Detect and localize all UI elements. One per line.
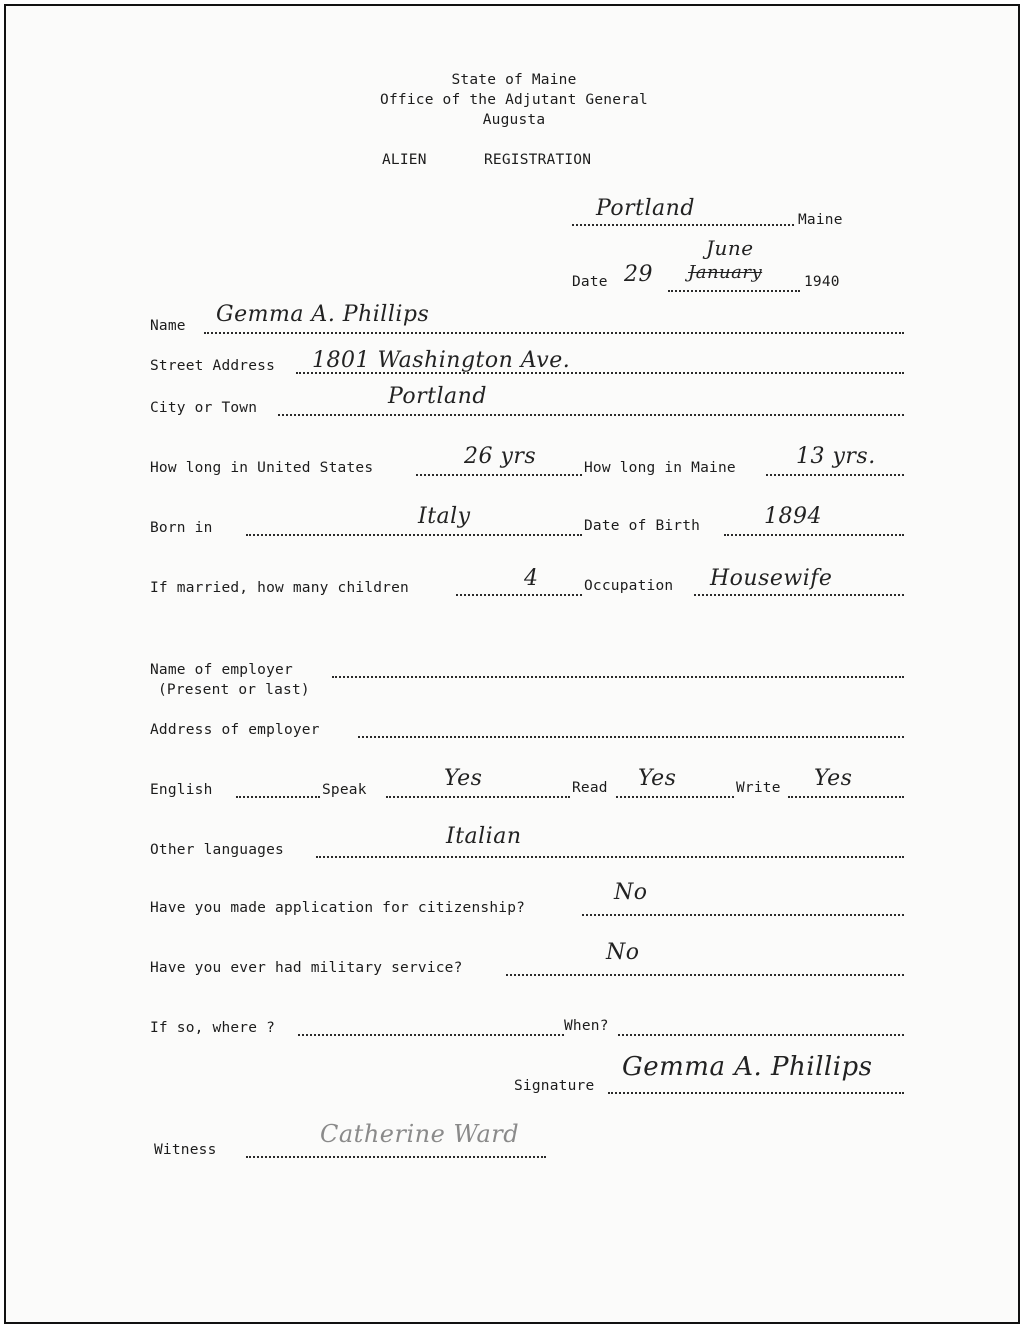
city-dots (278, 414, 904, 416)
header-city: Augusta (482, 112, 546, 128)
witness-dots (246, 1156, 546, 1158)
where-label: If so, where ? (150, 1020, 276, 1036)
born-label: Born in (150, 520, 213, 536)
employer-address-label: Address of employer (150, 722, 320, 738)
witness-label: Witness (154, 1142, 217, 1158)
employer-sub: (Present or last) (158, 682, 310, 698)
maine-dots (766, 474, 904, 476)
employer-label: Name of employer (150, 662, 293, 678)
born-value: Italy (418, 504, 471, 529)
speak-value: Yes (444, 766, 483, 791)
military-value: No (606, 940, 640, 965)
dob-label: Date of Birth (584, 518, 701, 534)
other-languages-label: Other languages (150, 842, 284, 858)
street-label: Street Address (150, 358, 276, 374)
citizenship-label: Have you made application for citizenship? (150, 900, 526, 916)
occupation-label: Occupation (584, 578, 674, 594)
when-dots (618, 1034, 904, 1036)
date-month: June (706, 236, 754, 260)
city-value: Portland (388, 384, 487, 409)
maine-value: 13 yrs. (796, 444, 876, 469)
occupation-dots (694, 594, 904, 596)
write-dots (788, 796, 904, 798)
date-label: Date (572, 274, 608, 290)
citizenship-dots (582, 914, 904, 916)
dob-dots (724, 534, 904, 536)
header-office: Office of the Adjutant General (380, 92, 648, 108)
write-value: Yes (814, 766, 853, 791)
occupation-value: Housewife (710, 566, 833, 591)
children-label: If married, how many children (150, 580, 409, 596)
other-languages-dots (316, 856, 904, 858)
place-dots (572, 224, 794, 226)
date-year: 1940 (804, 274, 840, 290)
place-value: Portland (596, 196, 695, 221)
employer-dots (332, 676, 904, 678)
name-dots (204, 332, 904, 334)
place-state: Maine (798, 212, 843, 228)
maine-label: How long in Maine (584, 460, 736, 476)
where-dots (298, 1034, 564, 1036)
english-dots (236, 796, 320, 798)
date-day: 29 (624, 262, 653, 287)
citizenship-value: No (614, 880, 648, 905)
speak-dots (386, 796, 570, 798)
read-label: Read (572, 780, 608, 796)
employer-address-dots (358, 736, 904, 738)
born-dots (246, 534, 582, 536)
children-value: 4 (524, 566, 539, 591)
english-label: English (150, 782, 213, 798)
city-label: City or Town (150, 400, 258, 416)
military-label: Have you ever had military service? (150, 960, 463, 976)
witness-value: Catherine Ward (320, 1120, 520, 1148)
signature-label: Signature (514, 1078, 595, 1094)
speak-label: Speak (322, 782, 367, 798)
header-state: State of Maine (451, 72, 577, 88)
registration-form (4, 4, 1020, 1324)
dob-value: 1894 (764, 504, 822, 529)
read-dots (616, 796, 734, 798)
header-registration: REGISTRATION (484, 152, 592, 168)
street-value: 1801 Washington Ave. (312, 348, 571, 373)
when-label: When? (564, 1018, 609, 1034)
military-dots (506, 974, 904, 976)
date-dots (668, 290, 800, 292)
signature-value: Gemma A. Phillips (622, 1052, 873, 1082)
name-label: Name (150, 318, 186, 334)
us-dots (416, 474, 582, 476)
signature-dots (608, 1092, 904, 1094)
us-label: How long in United States (150, 460, 374, 476)
date-month-crossed: January (688, 262, 763, 283)
children-dots (456, 594, 582, 596)
other-languages-value: Italian (446, 824, 522, 849)
read-value: Yes (638, 766, 677, 791)
header-alien: ALIEN (382, 152, 427, 168)
name-value: Gemma A. Phillips (216, 302, 430, 327)
us-value: 26 yrs (464, 444, 537, 469)
write-label: Write (736, 780, 781, 796)
